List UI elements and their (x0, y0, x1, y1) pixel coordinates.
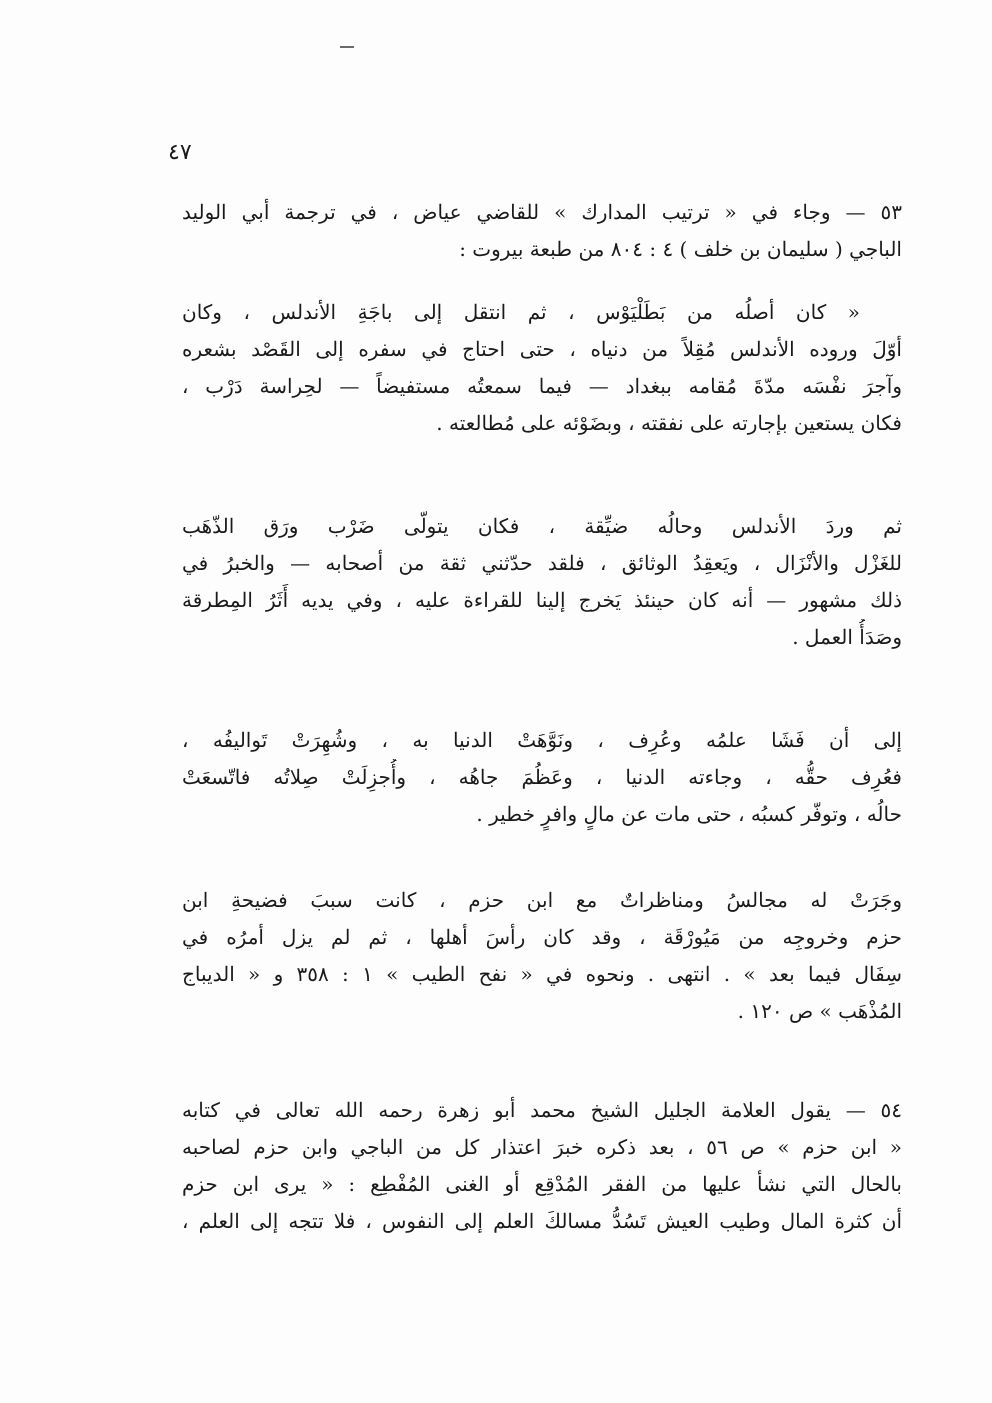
quote-paragraph-4 (182, 882, 902, 1030)
text-line: فعُرِف حقُّه ، وجاءته الدنيا ، وعَظُمَ جاهُه ، وأُجزِلَتْ صِلاتُه فاتّسعَتْ (182, 765, 902, 789)
quote-paragraph-3 (182, 722, 902, 833)
text-line: بالحال التي نشأ عليها من الفقر المُدْقِع أو الغنى المُفْطِع : « يرى ابن حزم (182, 1172, 902, 1196)
quote-paragraph-2 (182, 508, 902, 656)
text-line: فكان يستعين بإجارته على نفقته ، وبضَوْئه على مُطالعته . (436, 411, 902, 435)
text-line: للغَزْل والأنْزَال ، ويَعقِدُ الوثائق ، فلقد حدّثني ثقة من أصحابه — والخبرُ في (182, 551, 902, 575)
text-line: « كان أصلُه من بَطَلْيَوْس ، ثم انتقل إلى باجَةِ الأندلس ، وكان (182, 300, 860, 324)
text-line: ثم وردَ الأندلس وحالُه ضيِّقة ، فكان يتولّى ضَرْب ورَق الذّهَب (182, 514, 902, 538)
text-line: وجَرَتْ له مجالسُ ومناظراتٌ مع ابن حزم ، كانت سببَ فضيحةِ ابن (182, 888, 902, 912)
scan-mark (340, 46, 354, 48)
text-line: أن كثرة المال وطيب العيش تَسُدُّ مسالكَ العلم إلى النفوس ، فلا تتجه إلى العلم ، (182, 1209, 902, 1233)
text-line: ٥٤ — يقول العلامة الجليل الشيخ محمد أبو زهرة رحمه الله تعالى في كتابه (182, 1098, 902, 1122)
text-line: حالُه ، وتوفّر كسبُه ، حتى مات عن مالٍ وافرٍ خطير . (476, 802, 902, 826)
text-line: أوّلَ وروده الأندلس مُقِلاً من دنياه ، حتى احتاج في سفره إلى القَصْد بشعره (182, 337, 902, 361)
text-line: حزم وخروجِه من مَيُورْقَة ، وقد كان رأسَ أهلها ، ثم لم يزل أمرُه في (182, 925, 902, 949)
text-line: المُذْهَب » ص ١٢٠ . (737, 999, 902, 1023)
text-line: إلى أن فَشَا علمُه وعُرِف ، ونَوَّهَتْ الدنيا به ، وشُهِرَتْ تَواليفُه ، (182, 728, 902, 752)
page-number: ٤٧ (168, 140, 192, 165)
text-line: سِفَال فيما بعد » . انتهى . ونحوه في « نفح الطيب » ١ : ٣٥٨ و « الديباج (182, 962, 902, 986)
text-line: وصَدَأُ العمل . (792, 625, 902, 649)
text-line: وآجرَ نفْسَه مدّةَ مُقامه ببغداد — فيما سمعتُه مستفيضاً — لحِراسة دَرْب ، (182, 374, 902, 398)
text-line: ذلك مشهور — أنه كان حينئذ يَخرج إلينا للقراءة عليه ، وفي يديه أَثَرُ المِطرقة (182, 588, 902, 612)
quote-paragraph-1 (182, 294, 902, 442)
text-line: ٥٣ — وجاء في « ترتيب المدارك » للقاضي عياض ، في ترجمة أبي الوليد (182, 200, 902, 224)
paragraph-54 (182, 1092, 902, 1240)
paragraph-53 (182, 194, 902, 268)
text-line: الباجي ( سليمان بن خلف ) ٤ : ٨٠٤ من طبعة بيروت : (459, 237, 902, 261)
text-line: « ابن حزم » ص ٥٦ ، بعد ذكره خبرَ اعتذار كل من الباجي وابن حزم لصاحبه (182, 1135, 902, 1159)
